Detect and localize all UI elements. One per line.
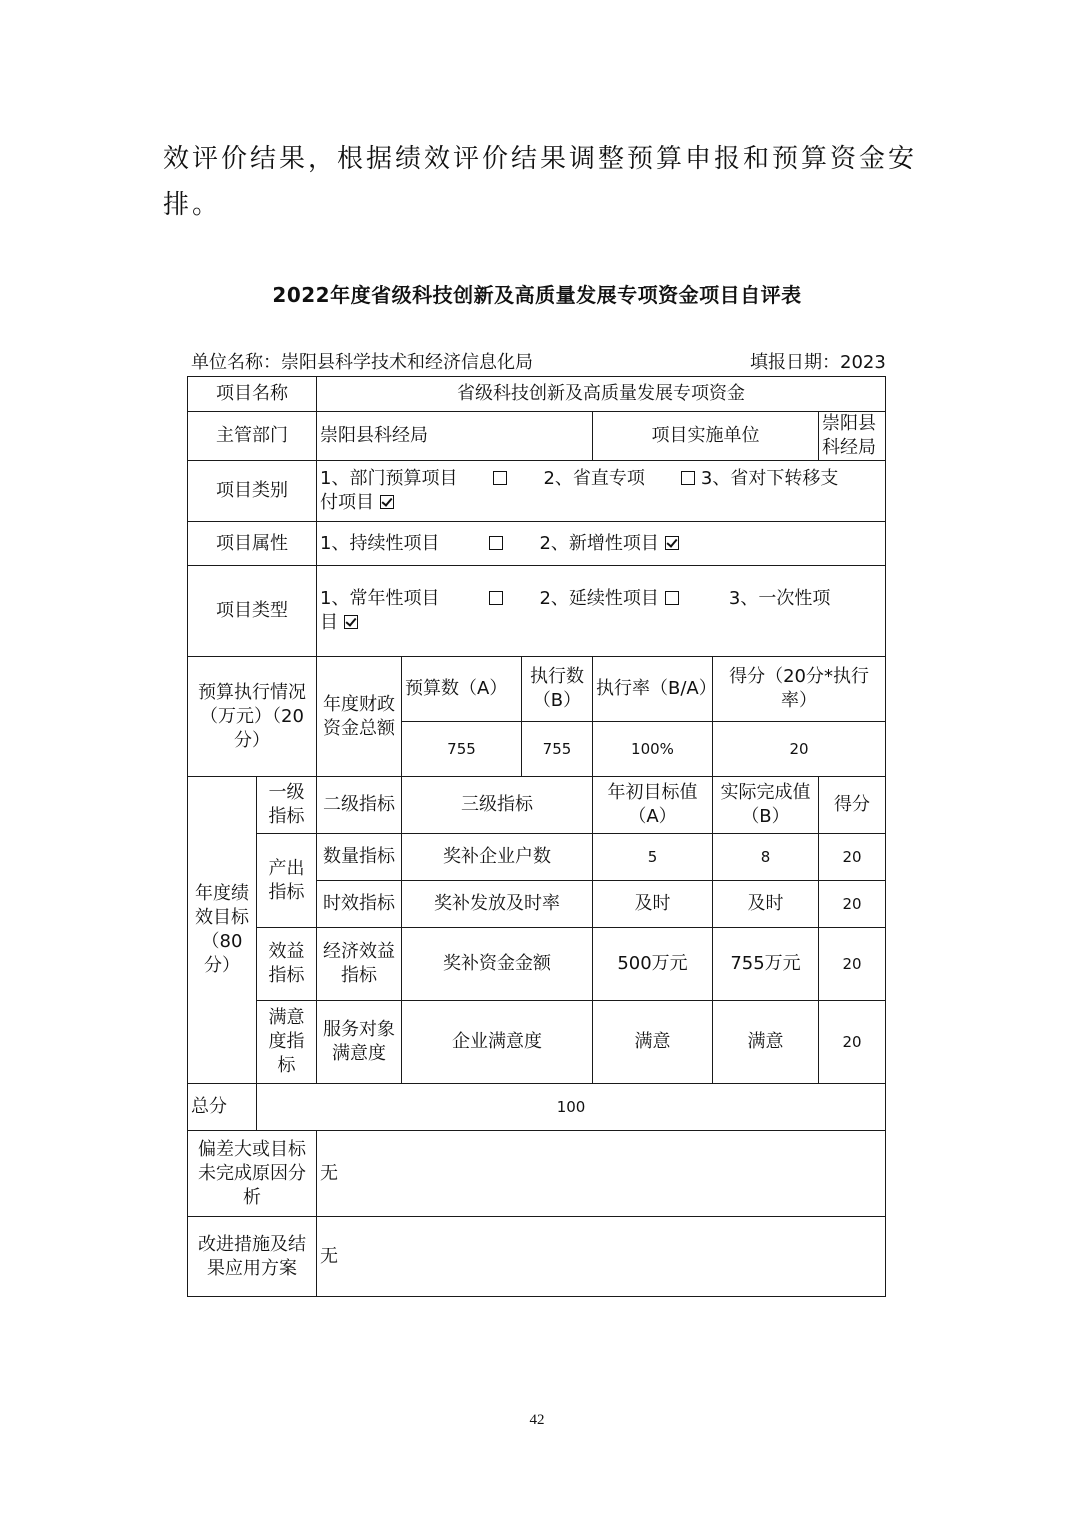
type-opt1-label: 1、常年性项目 [320, 588, 440, 609]
category-opt2-label: 2、省直专项 [543, 468, 645, 489]
perf-actual: 755万元 [713, 928, 819, 1001]
perf-actual: 满意 [713, 1001, 819, 1084]
row-project-name [188, 377, 886, 412]
perf-actual: 及时 [713, 881, 819, 928]
perf-target: 及时 [593, 881, 713, 928]
attribute-options [317, 522, 886, 566]
budget-header-score: 得分（20分*执行率） [713, 657, 886, 722]
perf-score: 20 [819, 1001, 886, 1084]
dept-label: 主管部门 [188, 412, 317, 461]
perf-score: 20 [819, 881, 886, 928]
table-row [188, 834, 886, 881]
budget-value-rate: 100% [593, 722, 713, 777]
improvement-label: 改进措施及结果应用方案 [188, 1217, 317, 1297]
category-opt3-label-b: 付项目 [320, 492, 374, 513]
category-options [317, 461, 886, 522]
type-opt1-checkbox[interactable] [489, 591, 503, 605]
perf-header-target: 年初目标值（A） [593, 777, 713, 834]
type-opt2-label: 2、延续性项目 [539, 588, 659, 609]
project-name-value: 省级科技创新及高质量发展专项资金 [317, 377, 886, 412]
total-label: 总分 [188, 1084, 257, 1131]
perf-actual: 8 [713, 834, 819, 881]
row-performance-header [188, 777, 886, 834]
total-value: 100 [257, 1084, 886, 1131]
self-evaluation-table [187, 376, 886, 1297]
perf-level3: 奖补资金金额 [402, 928, 593, 1001]
perf-target: 满意 [593, 1001, 713, 1084]
perf-target: 5 [593, 834, 713, 881]
perf-header-level3: 三级指标 [402, 777, 593, 834]
form-title: 2022年度省级科技创新及高质量发展专项资金项目自评表 [272, 283, 802, 307]
type-opt3-label-b: 目 [320, 612, 338, 633]
impl-unit-value: 崇阳县科经局 [819, 412, 886, 461]
perf-header-actual: 实际完成值（B） [713, 777, 819, 834]
budget-value-score: 20 [713, 722, 886, 777]
budget-header-executed: 执行数（B） [522, 657, 593, 722]
improvement-value: 无 [317, 1217, 886, 1297]
deviation-label: 偏差大或目标未完成原因分析 [188, 1131, 317, 1217]
row-total [188, 1084, 886, 1131]
row-improvement [188, 1217, 886, 1297]
deviation-value: 无 [317, 1131, 886, 1217]
attribute-opt2-label: 2、新增性项目 [539, 532, 659, 554]
performance-section-label: 年度绩效目标（80分） [188, 777, 257, 1084]
budget-section-label: 预算执行情况（万元）（20分） [188, 657, 317, 777]
intro-paragraph: 效评价结果，根据绩效评价结果调整预算申报和预算资金安排。 [163, 144, 918, 220]
category-opt2-checkbox[interactable] [681, 471, 695, 485]
perf-level2: 经济效益指标 [317, 928, 402, 1001]
perf-level1-satisfaction: 满意度指标 [257, 1001, 317, 1084]
perf-score: 20 [819, 834, 886, 881]
perf-header-level1: 一级指标 [257, 777, 317, 834]
budget-value-planned: 755 [402, 722, 522, 777]
page-number: 42 [529, 1412, 545, 1428]
type-options [317, 566, 886, 657]
row-budget-header [188, 657, 886, 722]
unit-name-label: 单位名称：崇阳县科学技术和经济信息化局 [191, 352, 533, 373]
type-opt3-checkbox[interactable] [344, 615, 358, 629]
perf-level2: 时效指标 [317, 881, 402, 928]
row-category [188, 461, 886, 522]
perf-header-level2: 二级指标 [317, 777, 402, 834]
row-deviation [188, 1131, 886, 1217]
dept-value: 崇阳县科经局 [317, 412, 593, 461]
attribute-label: 项目属性 [188, 522, 317, 566]
perf-level3: 奖补企业户数 [402, 834, 593, 881]
impl-unit-label: 项目实施单位 [593, 412, 819, 461]
project-name-label: 项目名称 [188, 377, 317, 412]
row-attribute [188, 522, 886, 566]
category-label: 项目类别 [188, 461, 317, 522]
category-opt3-checkbox[interactable] [380, 495, 394, 509]
perf-level2: 服务对象满意度 [317, 1001, 402, 1084]
report-date-label: 填报日期：2023 [750, 352, 886, 373]
type-opt3-label-a: 3、一次性项 [728, 588, 831, 609]
type-label: 项目类型 [188, 566, 317, 657]
row-type [188, 566, 886, 657]
attribute-opt1-label: 1、持续性项目 [320, 532, 440, 554]
perf-target: 500万元 [593, 928, 713, 1001]
perf-score: 20 [819, 928, 886, 1001]
table-row [188, 1001, 886, 1084]
row-department [188, 412, 886, 461]
perf-level1-output: 产出指标 [257, 834, 317, 928]
perf-level2: 数量指标 [317, 834, 402, 881]
category-opt3-label-a: 3、省对下转移支 [700, 468, 839, 489]
perf-header-score: 得分 [819, 777, 886, 834]
table-row [188, 928, 886, 1001]
perf-level3: 奖补发放及时率 [402, 881, 593, 928]
attribute-opt2-checkbox[interactable] [665, 536, 679, 550]
category-opt1-checkbox[interactable] [493, 471, 507, 485]
attribute-opt1-checkbox[interactable] [489, 536, 503, 550]
budget-total-label: 年度财政资金总额 [317, 657, 402, 777]
type-opt2-checkbox[interactable] [665, 591, 679, 605]
budget-header-planned: 预算数（A） [402, 657, 522, 722]
perf-level1-benefit: 效益指标 [257, 928, 317, 1001]
budget-value-executed: 755 [522, 722, 593, 777]
category-opt1-label: 1、部门预算项目 [320, 468, 458, 489]
perf-level3: 企业满意度 [402, 1001, 593, 1084]
budget-header-rate: 执行率（B/A） [593, 657, 713, 722]
